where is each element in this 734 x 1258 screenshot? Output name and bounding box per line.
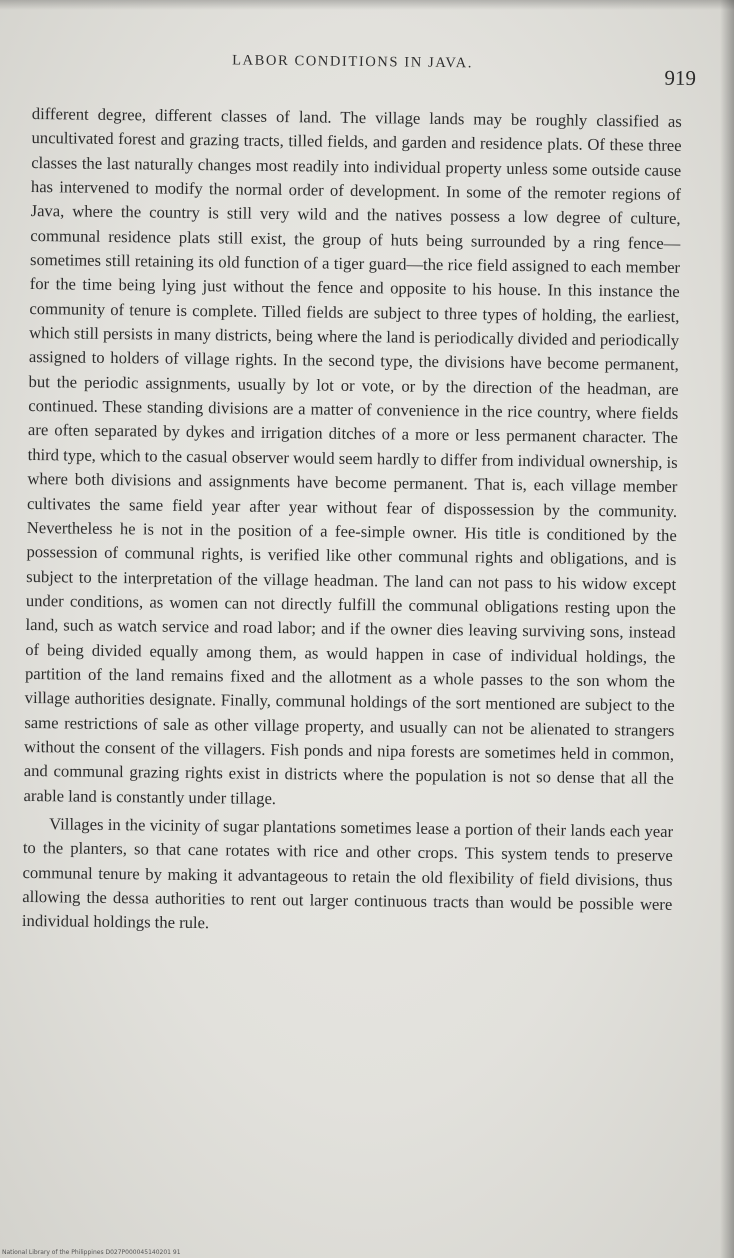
running-title: LABOR CONDITIONS IN JAVA.: [232, 52, 474, 72]
page-header: [32, 48, 700, 96]
paragraph-1: different degree, different classes of land. The village lands may be roughly classified as uncultivated forest and grazing tracts, tilled fields, and garden and residence plats. Of these three classes the last naturally changes most readily into individual property unless some outside cause has intervened to modify the normal order of development. In some of the remoter regions of Java, where the country is still very wild and the natives possess a low degree of culture, communal residence plats still exist, the group of huts being surrounded by a ring fence—sometimes still retaining its old function of a tiger guard—the rice field assigned to each member for the time being lying just without the fence and opposite to his house. In this instance the community of tenure is complete. Tilled fields are subject to three types of holding, the earliest, which still persists in many districts, being where the land is periodically divided and periodically assigned to holders of village rights. In the second type, the divisions have become permanent, but the periodic assignments, usually by lot or vote, or by the direction of the headman, are continued. These standing divisions are a matter of convenience in the rice country, where fields are often separated by dykes and irrigation ditches of a more or less permanent character. The third type, which to the casual observer would seem hardly to differ from individual ownership, is where both divisions and assignments have become permanent. That is, each village member cultivates the same field year after year without fear of dispossession by the community. Nevertheless he is not in the position of a fee-simple owner. His title is conditioned by the possession of communal rights, is verified like other communal rights and obligations, and is subject to the interpretation of the village headman. The land can not pass to his widow except under conditions, as women can not directly fulfill the communal obligations resting upon the land, such as watch service and road labor; and if the owner dies leaving surviving sons, instead of being divided equally among them, as would happen in case of individual holdings, the partition of the land remains fixed and the allotment as a whole passes to the son whom the village authorities designate. Finally, communal holdings of the sort mentioned are subject to the same restrictions of sale as other village property, and usually can not be alienated to strangers without the consent of the villagers. Fish ponds and nipa forests are sometimes held in common, and communal grazing rights exist in districts where the population is not so dense that all the arable land is constantly under tillage.: [23, 103, 682, 808]
body-text: [22, 102, 682, 942]
scan-edge-shadow: [720, 0, 734, 1258]
paragraph-2: Villages in the vicinity of sugar plantations sometimes lease a portion of their lands each year to the planters, so that cane rotates with rice and other crops. This system tends to preserve communal tenure by making it advantageous to retain the old flexibility of field divisions, thus allowing the dessa authorities to rent out larger continuous tracts than would be possible were individual holdings the rule.: [21, 814, 674, 933]
scan-credit: National Library of the Philippines D027P000045140201 91: [2, 1249, 181, 1256]
scan-top-shadow: [0, 0, 734, 10]
page-number: 919: [664, 65, 697, 91]
